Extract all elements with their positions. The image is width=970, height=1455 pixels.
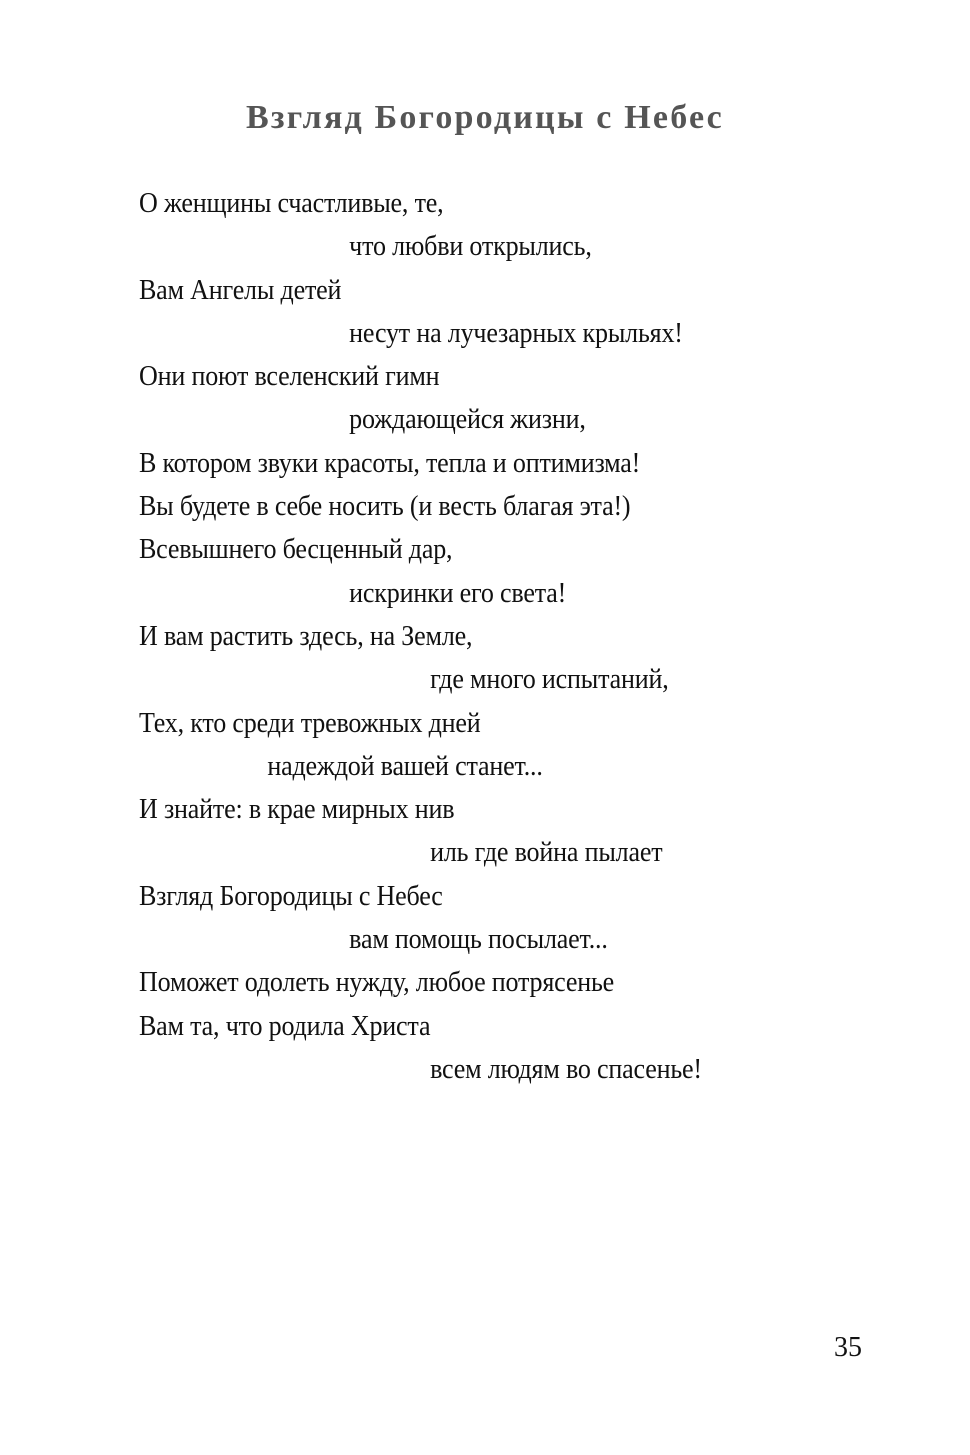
- poem-line-text: Вам та, что родила Христа: [139, 1010, 431, 1042]
- poem-line: [139, 572, 809, 615]
- poem-line-text: Они поют вселенский гимн: [139, 361, 440, 393]
- poem-line-text: Взгляд Богородицы с Небес: [139, 880, 443, 912]
- poem-line-text: несут на лучезарных крыльях!: [349, 317, 683, 349]
- poem-line: [139, 961, 809, 1004]
- poem-line: [139, 658, 809, 701]
- poem-line: [139, 1048, 809, 1091]
- poem-line: [139, 918, 809, 961]
- poem-line-text: В котором звуки красоты, тепла и оптимизма!: [139, 447, 641, 479]
- poem-line: [139, 442, 809, 485]
- poem-line-text: рождающейся жизни,: [349, 404, 586, 436]
- poem-line-text: что любви открылись,: [349, 231, 592, 263]
- poem-line: [139, 615, 809, 658]
- poem-line-text: искринки его света!: [349, 577, 567, 609]
- poem-line: [139, 269, 809, 312]
- poem-line-text: иль где война пылает: [430, 837, 663, 869]
- poem-line-text: И знайте: в крае мирных нив: [139, 794, 455, 826]
- page-number: 35: [834, 1332, 862, 1363]
- poem-line-text: Всевышнего бесценный дар,: [139, 534, 453, 566]
- poem-line: [139, 398, 809, 441]
- poem-line-text: Поможет одолеть нужду, любое потрясенье: [139, 967, 615, 999]
- poem-line-text: вам помощь посылает...: [349, 924, 608, 956]
- poem-line: [139, 831, 809, 874]
- poem-title: Взгляд Богородицы с Небес: [246, 99, 724, 136]
- poem-line-text: надеждой вашей станет...: [267, 750, 543, 782]
- poem-line: [139, 312, 809, 355]
- poem-line-text: И вам растить здесь, на Земле,: [139, 620, 473, 652]
- poem-line-text: О женщины счастливые, те,: [139, 188, 444, 219]
- poem-line: [139, 182, 809, 225]
- poem-line-text: Вам Ангелы детей: [139, 274, 342, 306]
- poem-body: [139, 182, 859, 1091]
- poem-line: [139, 225, 809, 268]
- poem-line: [139, 788, 809, 831]
- poem-line: [139, 528, 809, 571]
- poem-line: [139, 702, 809, 745]
- poem-line: [139, 745, 809, 788]
- poem-line-text: Тех, кто среди тревожных дней: [139, 707, 481, 739]
- poem-line: [139, 1005, 809, 1048]
- poem-line: [139, 875, 809, 918]
- poem-line: [139, 355, 809, 398]
- poem-line-text: Вы будете в себе носить (и весть благая эта!): [139, 491, 631, 523]
- poem-line-text: всем людям во спасенье!: [430, 1053, 702, 1085]
- poem-line: [139, 485, 809, 528]
- poem-line-text: где много испытаний,: [430, 664, 669, 696]
